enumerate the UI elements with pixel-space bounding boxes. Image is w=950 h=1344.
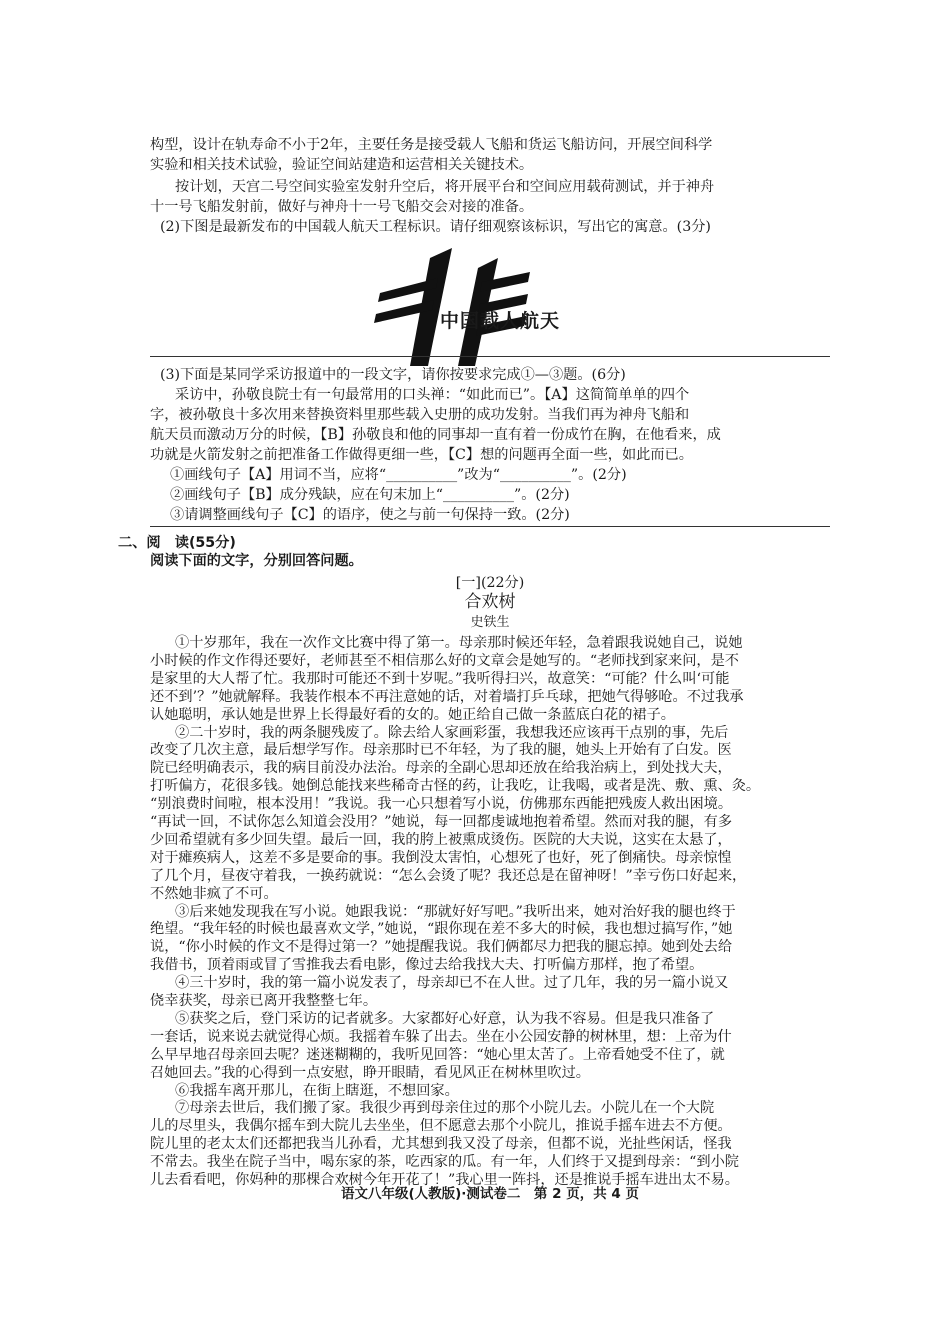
article-line: 我借书，顶着雨或冒了雪推我去看电影，像过去给我找大夫、打听偏方那样，抱了希望。 (150, 957, 704, 974)
article-line: ⑤获奖之后，登门采访的记者就多。大家都好心好意，认为我不容易。但是我只准备了 (175, 1010, 715, 1027)
passage-line: 航天员而激动万分的时候，【B】孙敬良和他的同事却一直有着一份成竹在胸，在他看来，成 (150, 427, 721, 443)
section-instructions: 阅读下面的文字，分别回答问题。 (150, 553, 363, 569)
article-line: 召她回去。”我的心得到一点安慰，睁开眼睛，看见风正在树林里吹过。 (150, 1064, 590, 1081)
article-line: 么早早地召母亲回去呢？迷迷糊糊的，我听见回答：“她心里太苦了。上帝看她受不住了，就 (150, 1046, 725, 1063)
article-line: “再试一回，不试你怎么知道会没用？”她说，每一回都虔诚地抱着希望。然而对我的腿，有多 (150, 814, 733, 830)
article-line: 院已经明确表示，我的病目前没办法治。母亲的全副心思却还放在给我治病上，到处找大夫， (150, 760, 732, 777)
article-line: 一套话，说来说去就觉得心烦。我摇着车躲了出去。坐在小公园安静的树林里，想：上帝为什 (150, 1028, 732, 1045)
divider (150, 526, 830, 527)
article-line: 说，“你小时候的作文不是得过第一？”她提醒我说。我们俩都尽力把我的腿忘掉。她到处去给 (150, 939, 733, 956)
article-line: 是家里的大人帮了忙。我那时可能还不到十岁呢。”我听得扫兴，故意笑：“可能？什么叫‘可能 (150, 670, 730, 687)
article-line: 绝望。“我年轻的时候也最喜欢文学，”她说，“跟你现在差不多大的时候，我也想过搞写作，”她 (150, 921, 733, 938)
article-line: 院儿里的老太太们还都把我当儿孙看，尤其想到我又没了母亲，但都不说，光扯些闲话，怪我 (150, 1136, 732, 1153)
article-line: 小时候的作文作得还要好，老师甚至不相信那么好的文章会是她写的。“老师找到家来问，是不 (150, 652, 739, 669)
question-3-item: ③请调整画线句子【C】的语序，使之与前一句保持一致。(2分) (170, 507, 570, 523)
article-line: 不然她非疯了不可。 (150, 885, 278, 902)
article-line: 少回希望就有多少回失望。最后一回，我的胯上被熏成烫伤。医院的大夫说，这实在太悬了， (150, 831, 732, 848)
article-author: 史铁生 (470, 615, 510, 630)
section-title: 二、阅 读(55分) (118, 535, 236, 551)
article-line: ⑥我摇车离开那儿，在街上瞎逛，不想回家。 (175, 1082, 459, 1099)
article-line: 打听偏方，花很多钱。她倒总能找来些稀奇古怪的药，让我吃，让我喝，或者是洗、敷、熏、灸。 (150, 778, 761, 795)
article-line: 对于瘫痪病人，这差不多是要命的事。我倒没太害怕，心想死了也好，死了倒痛快。母亲惊惶 (150, 849, 732, 866)
article-line: ⑦母亲去世后，我们搬了家。我很少再到母亲住过的那个小院儿去。小院儿在一个大院 (175, 1100, 715, 1117)
article-line: ④三十岁时，我的第一篇小说发表了，母亲却已不在人世。过了几年，我的另一篇小说又 (175, 975, 729, 992)
text-line: 构型，设计在轨寿命不小于2年，主要任务是接受载人飞船和货运飞船访问，开展空间科学 (150, 137, 713, 153)
article-line: ②二十岁时，我的两条腿残废了。除去给人家画彩蛋，我想我还应该再干点别的事，先后 (175, 724, 729, 741)
article-line: 了几个月，昼夜守着我，一换药就说：“怎么会烫了呢？我还总是在留神呀！”幸亏伤口好起来， (150, 867, 747, 884)
article-line: 不常去。我坐在院子当中，喝东家的茶，吃西家的瓜。有一年，人们终于又提到母亲：“到小院 (150, 1154, 739, 1171)
article-line: 还不到’？”她就解释。我装作根本不再注意她的话，对着墙打乒乓球，把她气得够呛。不过我承 (150, 688, 744, 705)
article-title: 合欢树 (464, 592, 516, 612)
article-line: 儿去看看吧，你妈种的那棵合欢树今年开花了！”我心里一阵抖，还是推说手摇车进出太不易。 (150, 1172, 739, 1188)
article-line: ①十岁那年，我在一次作文比赛中得了第一。母亲那时候还年轻，急着跟我说她自己，说她 (175, 635, 743, 651)
article-line: 改变了几次主意，最后想学写作。母亲那时已不年轻，为了我的腿，她头上开始有了白发。医 (150, 742, 732, 759)
part-label: [一](22分) (455, 575, 525, 591)
passage-line: 功就是火箭发射之前把准备工作做得更细一些，【C】想的问题再全面一些，如此而已。 (150, 447, 693, 463)
article-line: ③后来她发现我在写小说。她跟我说：“那就好好写吧。”我听出来，她对治好我的腿也终于 (175, 903, 736, 920)
question-3-item: ①画线句子【A】用词不当，应将“__________”改为“__________”。(2分) (170, 467, 627, 483)
question-2: (2)下图是最新发布的中国载人航天工程标识。请仔细观察该标识，写出它的寓意。(3分) (160, 219, 711, 235)
article-line: 儿的尽里头，我偶尔摇车到大院儿去坐坐，但不愿意去那个小院儿，推说手摇车进去不方便。 (150, 1118, 732, 1135)
divider (150, 356, 830, 357)
question-3-item: ②画线句子【B】成分残缺，应在句末加上“__________”。(2分) (170, 487, 570, 503)
text-line: 十一号飞船发射前，做好与神舟十一号飞船交会对接的准备。 (150, 199, 534, 215)
page-footer: 语文八年级(人教版)·测试卷二 第 2 页，共 4 页 (340, 1186, 640, 1202)
article-line: “别浪费时间啦，根本没用！”我说。我一心只想着写小说，仿佛那东西能把残废人救出困境。 (150, 796, 733, 813)
question-3: (3)下面是某同学采访报道中的一段文字，请你按要求完成①—③题。(6分) (160, 367, 626, 383)
logo-text: 中国载人航天 (440, 310, 561, 332)
passage-line: 采访中，孙敬良院士有一句最常用的口头禅：“如此而已”。【A】这简简单单的四个 (175, 387, 690, 403)
article-line: 认她聪明，承认她是世界上长得最好看的女的。她正给自己做一条蓝底白花的裙子。 (150, 706, 675, 723)
text-line: 实验和相关技术试验，验证空间站建造和运营相关关键技术。 (150, 157, 534, 173)
article-line: 侥幸获奖，母亲已离开我整整七年。 (150, 993, 378, 1009)
text-line: 按计划，天宫二号空间实验室发射升空后，将开展平台和空间应用载荷测试，并于神舟 (175, 179, 715, 195)
passage-line: 字，被孙敬良十多次用来替换资料里那些载入史册的成功发射。当我们再为神舟飞船和 (150, 407, 690, 423)
